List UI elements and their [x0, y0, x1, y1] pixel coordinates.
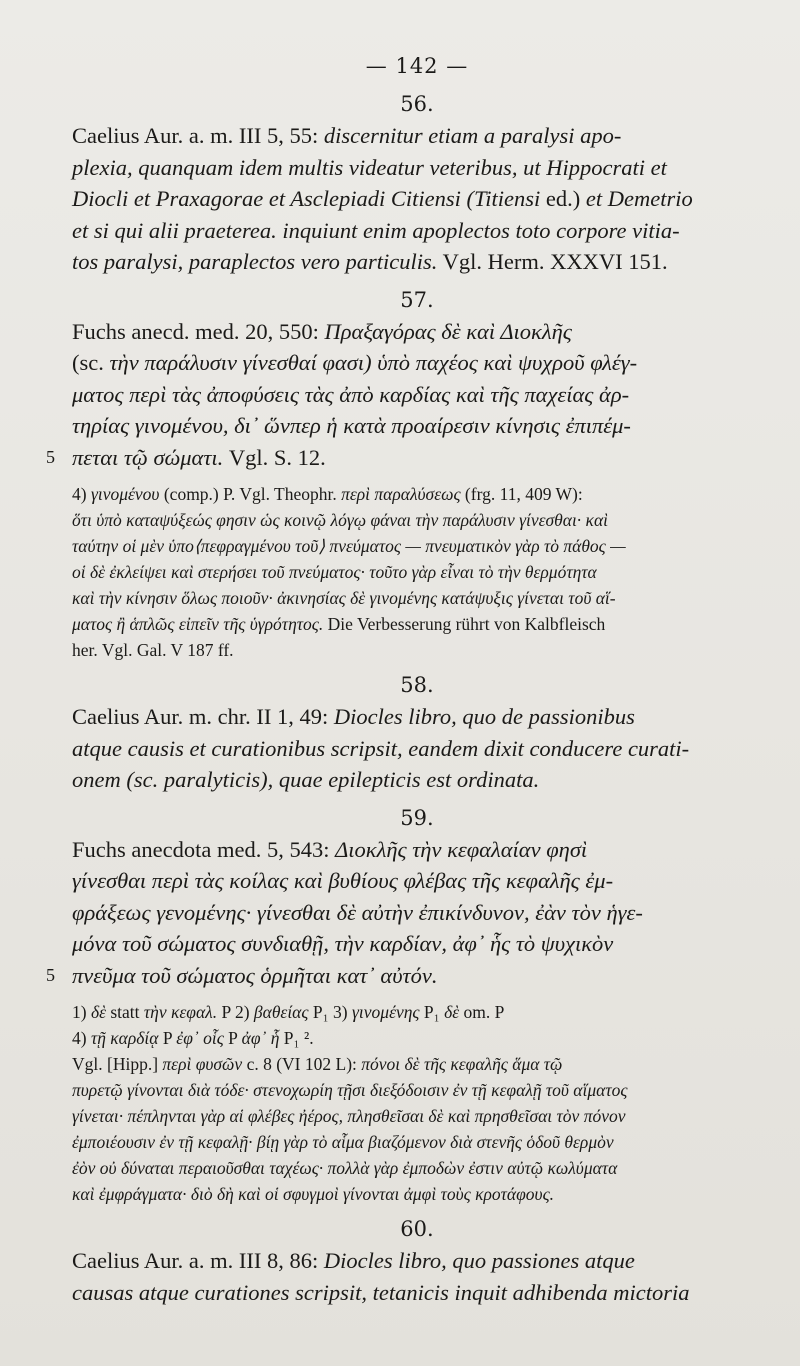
- footnote-line: [72, 559, 762, 585]
- italic-text: ἐὸν οὐ δύναται περαιοῦσθαι ταχέως· πολλὰ γὰρ ἐμποδὼν ἐστιν αὐτῷ κωλύματα: [72, 1158, 618, 1178]
- roman-text: ed.): [545, 186, 586, 211]
- roman-text: om. P: [459, 1002, 505, 1022]
- italic-text: πεται τῷ σώματι.: [72, 444, 224, 470]
- italic-text: τῇ καρδίᾳ: [90, 1028, 159, 1048]
- italic-text: πνεῦμα τοῦ σώματος ὁρμῆται κατ᾽ αὐτόν.: [72, 962, 438, 988]
- text-line: [46, 442, 762, 474]
- text-line: [72, 246, 762, 278]
- italic-text: γίνεσθαι περὶ τὰς κοίλας καὶ βυθίους φλέβας τῆς κεφαλῆς ἐμ-: [72, 868, 614, 893]
- italic-text: τὴν κεφαλ.: [143, 1002, 218, 1022]
- page-number: — 142 —: [365, 54, 469, 78]
- text-line: [72, 316, 762, 348]
- text-line: [72, 215, 762, 247]
- italic-text: ταύτην οἱ μὲν ὑπο⟨πεφραγμένου τοῦ⟩ πνεύματος — πνευματικὸν γὰρ τὸ πάθος —: [72, 536, 626, 556]
- italic-text: πόνοι δὲ τῆς κεφαλῆς ἅμα τῷ: [361, 1054, 563, 1074]
- italic-text: τὴν παράλυσιν γίνεσθαί φασι) ὑπὸ παχέος καὶ ψυχροῦ φλέγ-: [109, 350, 638, 375]
- text-line: [72, 183, 762, 215]
- roman-text: P₁: [419, 1002, 445, 1022]
- footnote-line: [72, 585, 762, 611]
- roman-text: Vgl. S. 12.: [223, 444, 326, 470]
- italic-text: μόνα τοῦ σώματος συνδιαθῇ, τὴν καρδίαν, ἀφ᾽ ἧς τὸ ψυχικὸν: [72, 931, 614, 956]
- italic-text: Diocli et Praxagorae et Asclepiadi Citiensi (Titiensi: [72, 186, 546, 211]
- italic-text: et si qui alii praeterea. inquiunt enim apoplectos toto corpore vitia-: [72, 217, 680, 243]
- roman-text: Caelius Aur. m. chr. II 1, 49:: [72, 704, 334, 729]
- roman-text: (frg. 11, 409 W):: [460, 484, 583, 504]
- italic-text: βαθείας: [253, 1002, 309, 1022]
- roman-text: P₁ 3): [308, 1002, 353, 1022]
- roman-text: Vgl. [Hipp.]: [72, 1054, 163, 1074]
- italic-text: plexia, quanquam idem multis videatur veteribus, ut Hippocrati et: [72, 154, 667, 180]
- italic-text: onem (sc. paralyticis), quae epilepticis est ordinata.: [72, 767, 540, 792]
- italic-text: Diocles libro, quo passiones atque: [323, 1248, 635, 1273]
- text-line: [72, 410, 762, 442]
- roman-text: (comp.) P. Vgl. Theophr.: [159, 484, 342, 504]
- section-number: 56.: [400, 92, 434, 116]
- italic-text: φράξεως γενομένης· γίνεσθαι δὲ αὐτὴν ἐπικίνδυνον, ἐὰν τὸν ἡγε-: [72, 899, 643, 925]
- italic-text: δὲ: [444, 1002, 460, 1022]
- text-line: [72, 834, 762, 866]
- roman-text: 4): [72, 1028, 91, 1048]
- footnote-gap: [72, 473, 762, 481]
- italic-text: καὶ τὴν κίνησιν ὅλως ποιοῦν· ἀκινησίας δὲ γινομένης κατάψυξις γίνεται τοῦ αἵ-: [72, 588, 616, 608]
- roman-text: 4): [72, 484, 91, 504]
- roman-text: Die Verbesserung rührt von Kalbfleisch: [323, 614, 606, 634]
- footnote-line: [72, 1155, 762, 1181]
- footnote-line: [72, 1103, 762, 1129]
- italic-text: ματος ἢ ἁπλῶς εἰπεῖν τῆς ὑγρότητος.: [72, 614, 324, 634]
- roman-text: P: [158, 1028, 177, 1048]
- text-line: [72, 347, 762, 379]
- italic-text: τηρίας γινομένου, δι᾽ ὥνπερ ἡ κατὰ προαίρεσιν κίνησις ἐπιπέμ-: [72, 413, 631, 438]
- footnote-line: [72, 1025, 762, 1051]
- italic-text: γινομένης: [352, 1002, 420, 1022]
- italic-text: ἐφ᾽ οἷς: [176, 1028, 224, 1048]
- italic-text: causas atque curationes scripsit, tetanicis inquit adhibenda mictoria: [72, 1279, 690, 1305]
- footnote-line: [72, 1077, 762, 1103]
- text-line: [46, 960, 762, 992]
- text-line: [72, 1277, 762, 1309]
- italic-text: Διοκλῆς τὴν κεφαλαίαν φησὶ: [335, 836, 588, 862]
- footnote-line: [72, 1129, 762, 1155]
- italic-text: περὶ παραλύσεως: [341, 484, 461, 504]
- italic-text: περὶ φυσῶν: [162, 1054, 243, 1074]
- footnote-line: [72, 507, 762, 533]
- text-line: [72, 928, 762, 960]
- italic-text: οἱ δὲ ἐκλείψει καὶ στερήσει τοῦ πνεύματος· τοῦτο γὰρ εἶναι τὸ τὴν θερμότητα: [72, 562, 597, 582]
- roman-text: Fuchs anecd. med. 20, 550:: [72, 318, 325, 344]
- section-number: 57.: [400, 287, 434, 312]
- roman-text: c. 8 (VI 102 L):: [242, 1054, 362, 1074]
- italic-text: γίνεται· πέπληνται γὰρ αἱ φλέβες ἠέρος, πλησθεῖσαι δὲ καὶ πρησθεῖσαι τὸν πόνον: [72, 1106, 626, 1126]
- footnote-line: [72, 1051, 762, 1077]
- roman-text: 1): [72, 1002, 91, 1022]
- footnote-line: [72, 533, 762, 559]
- footnote-line: [72, 1181, 762, 1207]
- roman-text: P₁ ².: [279, 1028, 314, 1048]
- text-line: [72, 865, 762, 897]
- italic-text: πυρετῷ γίνονται διὰ τόδε· στενοχωρίη τῇσι διεξόδοισιν ἐν τῇ κεφαλῇ τοῦ αἵματος: [72, 1080, 628, 1100]
- italic-text: ἐμποιέουσιν ἐν τῇ κεφαλῇ· βίῃ γὰρ τὸ αἷμα βιαζόμενον διὰ στενῆς ὁδοῦ θερμὸν: [72, 1132, 614, 1152]
- footnote-line: [72, 637, 762, 663]
- text-line: [72, 152, 762, 184]
- italic-text: καὶ ἐμφράγματα· διὸ δὴ καὶ οἱ σφυγμοὶ γίνονται ἀμφὶ τοὺς κροτάφους.: [72, 1184, 555, 1204]
- sections-container: [46, 92, 762, 1308]
- text-line: [72, 764, 762, 796]
- section-number: 60.: [400, 1217, 434, 1241]
- roman-text: P: [223, 1028, 242, 1048]
- italic-text: γινομένου: [90, 484, 160, 504]
- text-line: [72, 701, 762, 733]
- italic-text: discernitur etiam a paralysi apo-: [323, 123, 622, 148]
- section-number: 59.: [400, 805, 434, 830]
- roman-text: Fuchs anecdota med. 5, 543:: [72, 836, 336, 862]
- roman-text: (sc.: [72, 350, 110, 375]
- italic-text: δὲ: [90, 1002, 106, 1022]
- italic-text: et Demetrio: [585, 186, 693, 211]
- roman-text: Caelius Aur. a. m. III 5, 55:: [72, 123, 324, 148]
- roman-text: P 2): [217, 1002, 254, 1022]
- line-number: 5: [46, 964, 55, 985]
- roman-text: Vgl. Herm. XXXVI 151.: [437, 249, 668, 274]
- italic-text: Πραξαγόρας δὲ καὶ Διοκλῆς: [324, 318, 572, 344]
- footnote-line: [72, 481, 762, 507]
- text-line: [72, 733, 762, 765]
- text-line: [72, 1245, 762, 1277]
- section-number: 58.: [400, 673, 434, 697]
- page-text: [46, 54, 762, 1308]
- line-number: 5: [46, 446, 55, 467]
- italic-text: Diocles libro, quo de passionibus: [333, 704, 635, 729]
- roman-text: her. Vgl. Gal. V 187 ff.: [72, 640, 234, 660]
- italic-text: ματος περὶ τὰς ἀποφύσεις τὰς ἀπὸ καρδίας καὶ τῆς παχείας ἀρ-: [72, 381, 630, 407]
- footnote-gap: [72, 991, 762, 999]
- footnote-line: [72, 611, 762, 637]
- italic-text: atque causis et curationibus scripsit, eandem dixit conducere curati-: [72, 735, 690, 761]
- footnote-line: [72, 999, 762, 1025]
- italic-text: ἀφ᾽ ἧ: [241, 1028, 280, 1048]
- roman-text: Caelius Aur. a. m. III 8, 86:: [72, 1248, 324, 1273]
- italic-text: ὅτι ὑπὸ καταψύξεώς φησιν ὡς κοινῷ λόγῳ φάναι τὴν παράλυσιν γίνεσθαι· καὶ: [72, 510, 609, 530]
- italic-text: tos paralysi, paraplectos vero particulis.: [72, 249, 438, 274]
- text-line: [72, 897, 762, 929]
- text-line: [72, 120, 762, 152]
- roman-text: statt: [105, 1002, 144, 1022]
- text-line: [72, 379, 762, 411]
